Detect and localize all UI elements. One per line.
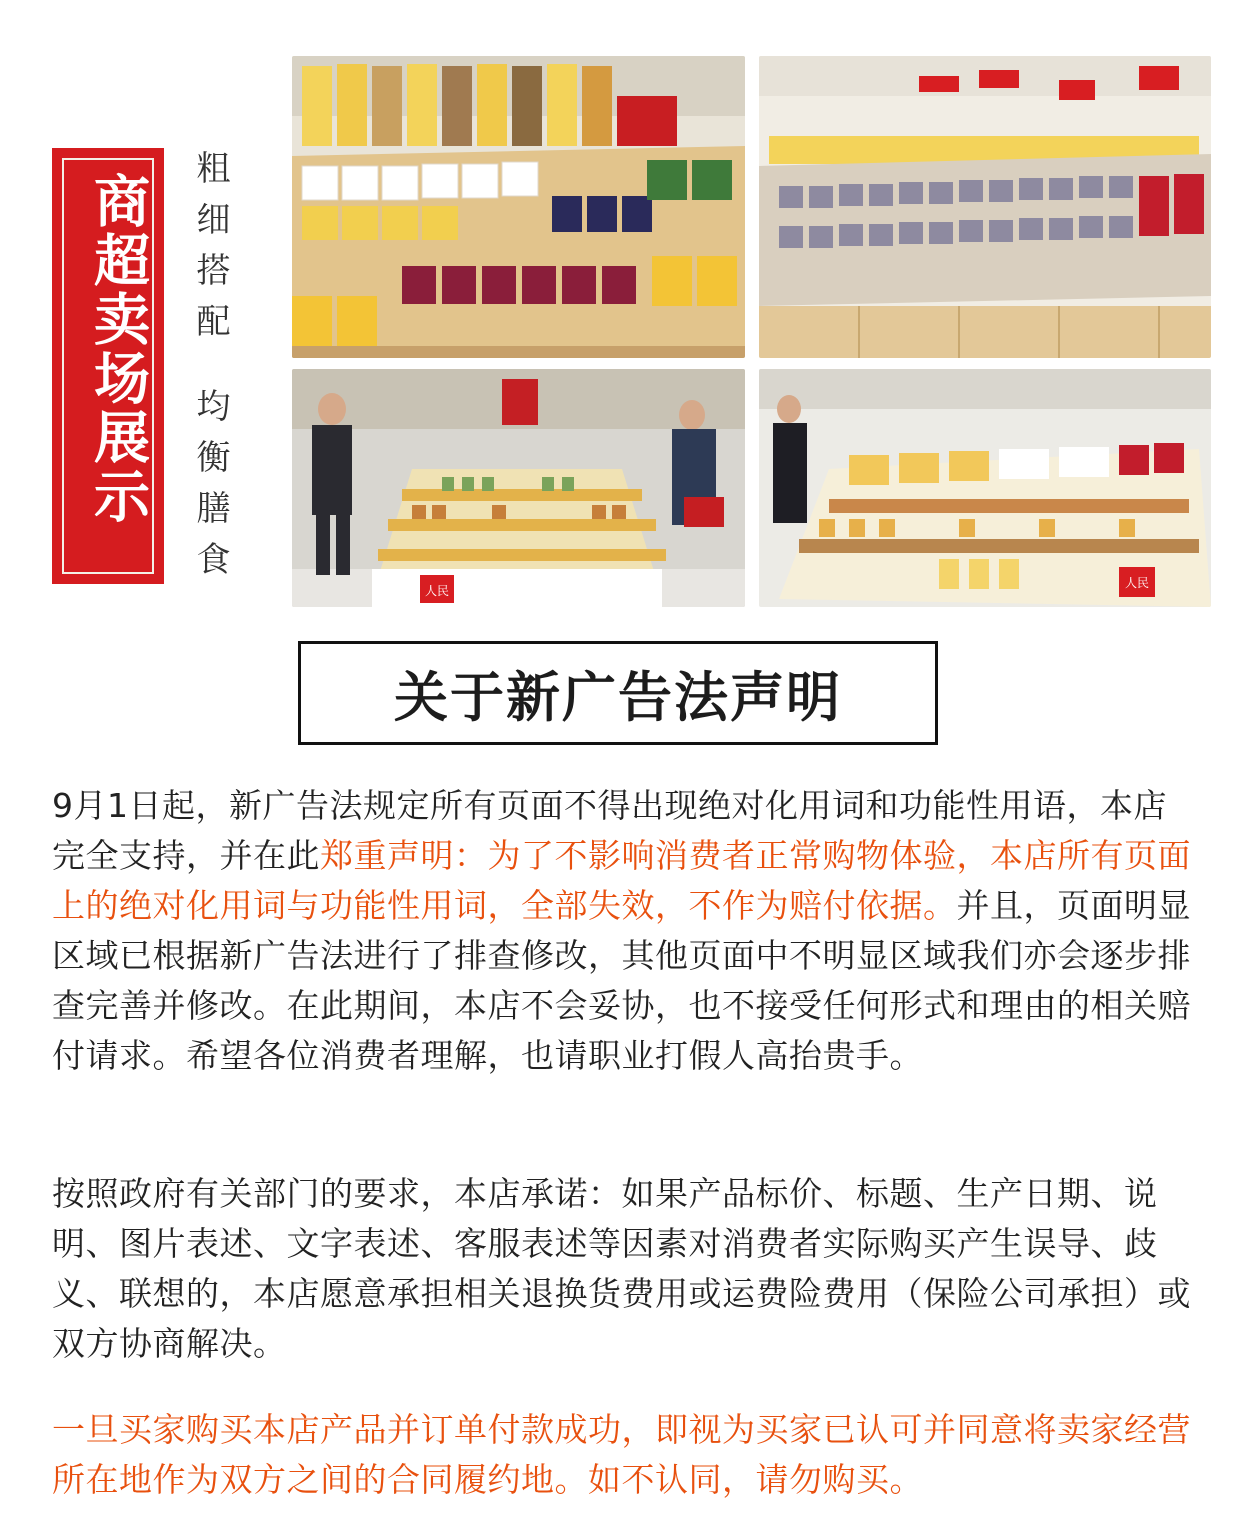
notice-title-box xyxy=(298,641,938,745)
notice-paragraph-1 xyxy=(52,781,1192,1081)
promo-banner xyxy=(52,148,164,584)
photo-island-display-right xyxy=(759,369,1211,607)
notice-p1-rest: 并且，页面明显区域已根据新广告法进行了排查修改，其他页面中不明显区域我们亦会逐步排查完善并修改。在此期间，本店不会妥协，也不接受任何形式和理由的相关赔付请求。希望各位消费者理解，也请职业打假人高抬贵手。 xyxy=(52,886,1191,1075)
notice-p1-intro: 9月1日起，新广告法规定所有页面不得出现绝对化用词和功能性用语，本店完全支持，并在此 xyxy=(52,786,1167,875)
notice-p1-highlight: 郑重声明：为了不影响消费者正常购物体验，本店所有页面上的绝对化用词与功能性用词，全部失效，不作为赔付依据。 xyxy=(52,836,1191,925)
notice-paragraph-3: 一旦买家购买本店产品并订单付款成功，即视为买家已认可并同意将卖家经营所在地作为双方之间的合同履约地。如不认同，请勿购买。 xyxy=(52,1410,1191,1499)
photo-island-display-left xyxy=(292,369,745,607)
side-caption-2: 均衡膳食 xyxy=(190,388,230,592)
display-brand-label-right: 人民 xyxy=(1124,576,1150,590)
notice-title: 关于新广告法声明 xyxy=(394,665,842,729)
photo-grain-shelf-closeup xyxy=(292,56,745,358)
side-caption-1: 粗细搭配 xyxy=(190,150,230,354)
notice-paragraph-2: 按照政府有关部门的要求，本店承诺：如果产品标价、标题、生产日期、说明、图片表述、文字表述、客服表述等因素对消费者实际购买产生误导、歧义、联想的，本店愿意承担相关退换货费用或运费险费用（保险公司承担）或双方协商解决。 xyxy=(52,1174,1191,1363)
photo-grain-shelf-aisle xyxy=(759,56,1211,358)
display-brand-label-left: 人民 xyxy=(424,584,450,598)
banner-title: 商超卖场展示 xyxy=(85,172,151,526)
